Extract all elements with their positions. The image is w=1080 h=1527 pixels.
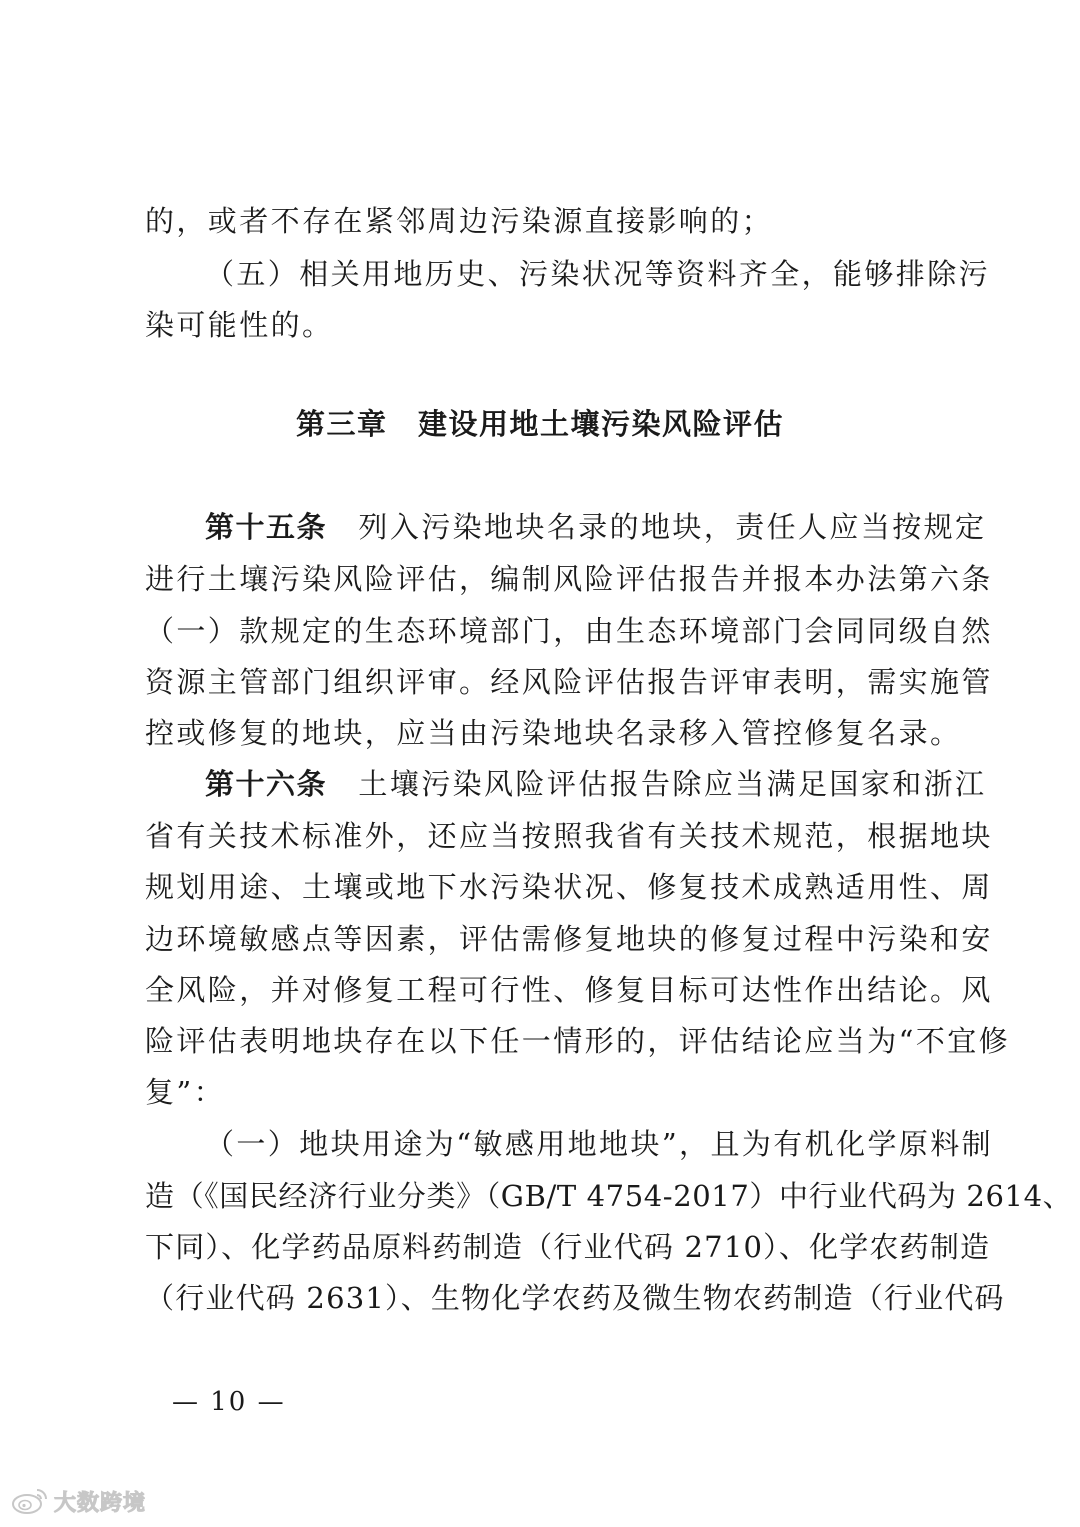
paragraph-line: 资源主管部门组织评审。经风险评估报告评审表明，需实施管 — [145, 665, 993, 699]
paragraph-line: 染可能性的。 — [145, 308, 334, 342]
watermark-text: 大数跨境 — [54, 1490, 147, 1516]
watermark — [10, 1486, 146, 1516]
paragraph-line: （行业代码 2631）、生物化学农药及微生物农药制造（行业代码 — [145, 1281, 1005, 1315]
paragraph-line: 造（《国民经济行业分类》（GB/T 4754-2017）中行业代码为 2614、 — [145, 1179, 1073, 1213]
paragraph-line: 险评估表明地块存在以下任一情形的，评估结论应当为“不宜修 — [145, 1024, 1011, 1058]
weibo-logo-icon — [10, 1486, 50, 1516]
article-text: 土壤污染风险评估报告除应当满足国家和浙江 — [327, 767, 987, 801]
article-label: 第十五条 — [205, 510, 328, 544]
paragraph-line: 进行土壤污染风险评估，编制风险评估报告并报本办法第六条 — [145, 562, 993, 596]
paragraph-line: 的，或者不存在紧邻周边污染源直接影响的； — [145, 204, 774, 238]
article-text: 列入污染地块名录的地块，责任人应当按规定 — [327, 510, 987, 544]
paragraph-line: 规划用途、土壤或地下水污染状况、修复技术成熟适用性、周 — [145, 870, 993, 904]
paragraph-line: 控或修复的地块，应当由污染地块名录移入管控修复名录。 — [145, 716, 962, 750]
paragraph-line: 下同）、化学药品原料药制造（行业代码 2710）、化学农药制造 — [145, 1230, 991, 1264]
paragraph-line: 省有关技术标准外，还应当按照我省有关技术规范，根据地块 — [145, 819, 993, 853]
paragraph-line: （一）款规定的生态环境部门，由生态环境部门会同同级自然 — [145, 614, 993, 648]
paragraph-line: 复”： — [145, 1075, 226, 1109]
page-number: — 10 — — [172, 1387, 286, 1417]
paragraph-line: 全风险，并对修复工程可行性、修复目标可达性作出结论。风 — [145, 973, 993, 1007]
paragraph-line: （一）地块用途为“敏感用地地块”，且为有机化学原料制 — [205, 1127, 994, 1161]
article-15-first-line — [205, 507, 987, 547]
chapter-title: 第三章 建设用地土壤污染风险评估 — [295, 407, 784, 441]
article-label: 第十六条 — [205, 767, 328, 801]
paragraph-line: 边环境敏感点等因素，评估需修复地块的修复过程中污染和安 — [145, 922, 993, 956]
article-16-first-line — [205, 764, 987, 804]
paragraph-line: （五）相关用地历史、污染状况等资料齐全，能够排除污 — [205, 257, 991, 291]
